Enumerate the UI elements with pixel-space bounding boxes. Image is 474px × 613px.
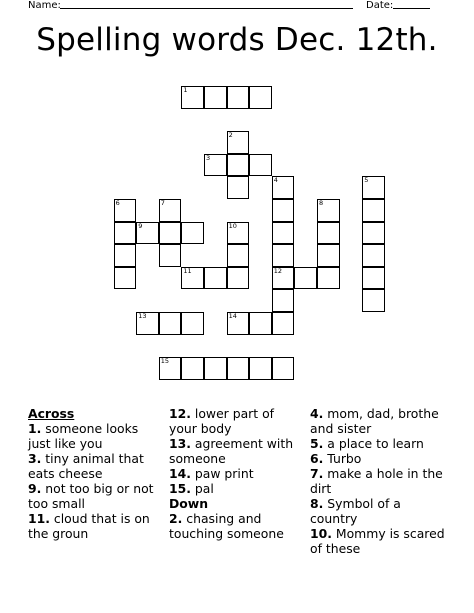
crossword-cell[interactable] — [227, 312, 250, 335]
clue-item-number: 14. — [169, 466, 191, 481]
clue-item — [28, 451, 158, 481]
clue-item-number: 10. — [310, 526, 332, 541]
crossword-cell[interactable] — [204, 267, 227, 290]
clue-item — [310, 436, 450, 451]
clue-item-text: tiny animal that eats cheese — [28, 451, 144, 481]
clues-column-1 — [28, 406, 158, 541]
crossword-cell[interactable] — [114, 244, 137, 267]
crossword-cell[interactable] — [181, 357, 204, 380]
clue-item-number: 13. — [169, 436, 191, 451]
crossword-cell[interactable] — [114, 267, 137, 290]
clue-number: 1 — [183, 86, 188, 94]
clue-item — [28, 481, 158, 511]
clue-item-text: Turbo — [327, 451, 362, 466]
crossword-cell[interactable] — [136, 222, 159, 245]
clue-item-number: 12. — [169, 406, 191, 421]
crossword-cell[interactable] — [362, 222, 385, 245]
clue-item-text: chasing and touching someone — [169, 511, 284, 541]
clue-number: 7 — [160, 199, 165, 207]
clue-item — [310, 526, 450, 556]
clue-item — [169, 511, 301, 541]
crossword-cell[interactable] — [272, 357, 295, 380]
clue-item-number: 5. — [310, 436, 324, 451]
clue-item — [310, 466, 450, 496]
clue-number: 10 — [228, 221, 237, 230]
name-label: Name: — [28, 0, 61, 11]
crossword-cell[interactable] — [114, 222, 137, 245]
crossword-cell[interactable] — [227, 267, 250, 290]
clue-item-text: lower part of your body — [169, 406, 275, 436]
clue-item — [169, 466, 301, 481]
crossword-cell[interactable] — [362, 199, 385, 222]
clue-item-number: 2. — [169, 511, 183, 526]
crossword-cell[interactable] — [362, 267, 385, 290]
clue-item-number: 15. — [169, 481, 191, 496]
clue-item — [28, 421, 158, 451]
crossword-cell[interactable] — [204, 86, 227, 109]
crossword-cell[interactable] — [227, 131, 250, 154]
clue-number: 2 — [228, 131, 233, 140]
clue-item — [310, 496, 450, 526]
clue-item-number: 3. — [28, 451, 42, 466]
crossword-cell[interactable] — [159, 199, 182, 222]
crossword-cell[interactable] — [249, 357, 272, 380]
clue-item-text: mom, dad, brothe and sister — [310, 406, 439, 436]
crossword-cell[interactable] — [317, 199, 340, 222]
clue-number: 12 — [273, 266, 283, 275]
crossword-cell[interactable] — [317, 267, 340, 290]
clue-item-text: not too big or not too small — [28, 481, 154, 511]
crossword-cell[interactable] — [159, 222, 182, 245]
crossword-cell[interactable] — [227, 86, 250, 109]
crossword-cell[interactable] — [159, 357, 182, 380]
clues-column-3 — [310, 406, 450, 556]
crossword-cell[interactable] — [114, 199, 137, 222]
clue-item-text: a place to learn — [327, 436, 424, 451]
crossword-cell[interactable] — [362, 176, 385, 199]
clue-item — [310, 406, 450, 436]
clue-item-number: 9. — [28, 481, 42, 496]
crossword-cell[interactable] — [294, 267, 317, 290]
clue-list-col2-across — [169, 406, 301, 496]
clue-item-text: Symbol of a country — [310, 496, 401, 526]
clue-item — [169, 406, 301, 436]
clue-number: 3 — [206, 153, 211, 162]
crossword-cell[interactable] — [272, 267, 295, 290]
clue-item-number: 4. — [310, 406, 324, 421]
crossword-cell[interactable] — [204, 357, 227, 380]
crossword-cell[interactable] — [317, 244, 340, 267]
clue-number: 14 — [228, 312, 237, 320]
crossword-cell[interactable] — [272, 176, 295, 199]
crossword-cell[interactable] — [159, 312, 182, 335]
clue-number: 9 — [138, 221, 143, 230]
across-heading: Across — [28, 406, 75, 421]
clue-number: 11 — [183, 266, 192, 275]
crossword-cell[interactable] — [317, 222, 340, 245]
date-label: Date: — [366, 0, 394, 11]
crossword-cell[interactable] — [181, 267, 204, 290]
crossword-cell[interactable] — [181, 312, 204, 335]
clue-number: 6 — [115, 199, 120, 207]
clue-item-number: 8. — [310, 496, 324, 511]
clue-number: 8 — [319, 199, 324, 207]
crossword-cell[interactable] — [227, 154, 250, 177]
crossword-cell[interactable] — [227, 244, 250, 267]
crossword-cell[interactable] — [249, 154, 272, 177]
clue-item-number: 11. — [28, 511, 50, 526]
clue-list-col2-down — [169, 511, 301, 541]
crossword-cell[interactable] — [362, 289, 385, 312]
clue-item — [310, 451, 450, 466]
clue-item-number: 1. — [28, 421, 42, 436]
clue-item — [169, 436, 301, 466]
crossword-cell[interactable] — [181, 86, 204, 109]
clue-list-col3-down — [310, 406, 450, 556]
page-title: Spelling words Dec. 12th. — [36, 22, 438, 58]
crossword-cell[interactable] — [227, 357, 250, 380]
clue-number: 13 — [138, 312, 147, 320]
crossword-cell[interactable] — [227, 176, 250, 199]
clue-item-text: cloud that is on the groun — [28, 511, 150, 541]
crossword-cell[interactable] — [204, 154, 227, 177]
clue-item — [169, 481, 301, 496]
clue-item-text: make a hole in the dirt — [310, 466, 443, 496]
crossword-cell[interactable] — [249, 312, 272, 335]
clue-item-number: 6. — [310, 451, 324, 466]
crossword-cell[interactable] — [272, 312, 295, 335]
down-heading: Down — [169, 496, 209, 511]
clue-item-text: paw print — [194, 466, 254, 481]
clue-item — [28, 511, 158, 541]
crossword-cell[interactable] — [159, 244, 182, 267]
clue-number: 5 — [364, 176, 369, 185]
clue-item-text: pal — [194, 481, 214, 496]
clue-item-text: Mommy is scared of these — [310, 526, 445, 556]
crossword-cell[interactable] — [181, 222, 204, 245]
crossword-cell[interactable] — [362, 244, 385, 267]
crossword-cell[interactable] — [272, 244, 295, 267]
clue-list-col1 — [28, 421, 158, 541]
clue-item-text: someone looks just like you — [28, 421, 139, 451]
clue-number: 4 — [273, 176, 278, 185]
crossword-cell[interactable] — [227, 222, 250, 245]
crossword-cell[interactable] — [136, 312, 159, 335]
clue-item-number: 7. — [310, 466, 324, 481]
crossword-cell[interactable] — [272, 222, 295, 245]
crossword-cell[interactable] — [272, 199, 295, 222]
crossword-cell[interactable] — [272, 289, 295, 312]
clue-item-text: agreement with someone — [169, 436, 294, 466]
clue-number: 15 — [160, 357, 170, 366]
crossword-cell[interactable] — [249, 86, 272, 109]
clues-column-2 — [169, 406, 301, 541]
